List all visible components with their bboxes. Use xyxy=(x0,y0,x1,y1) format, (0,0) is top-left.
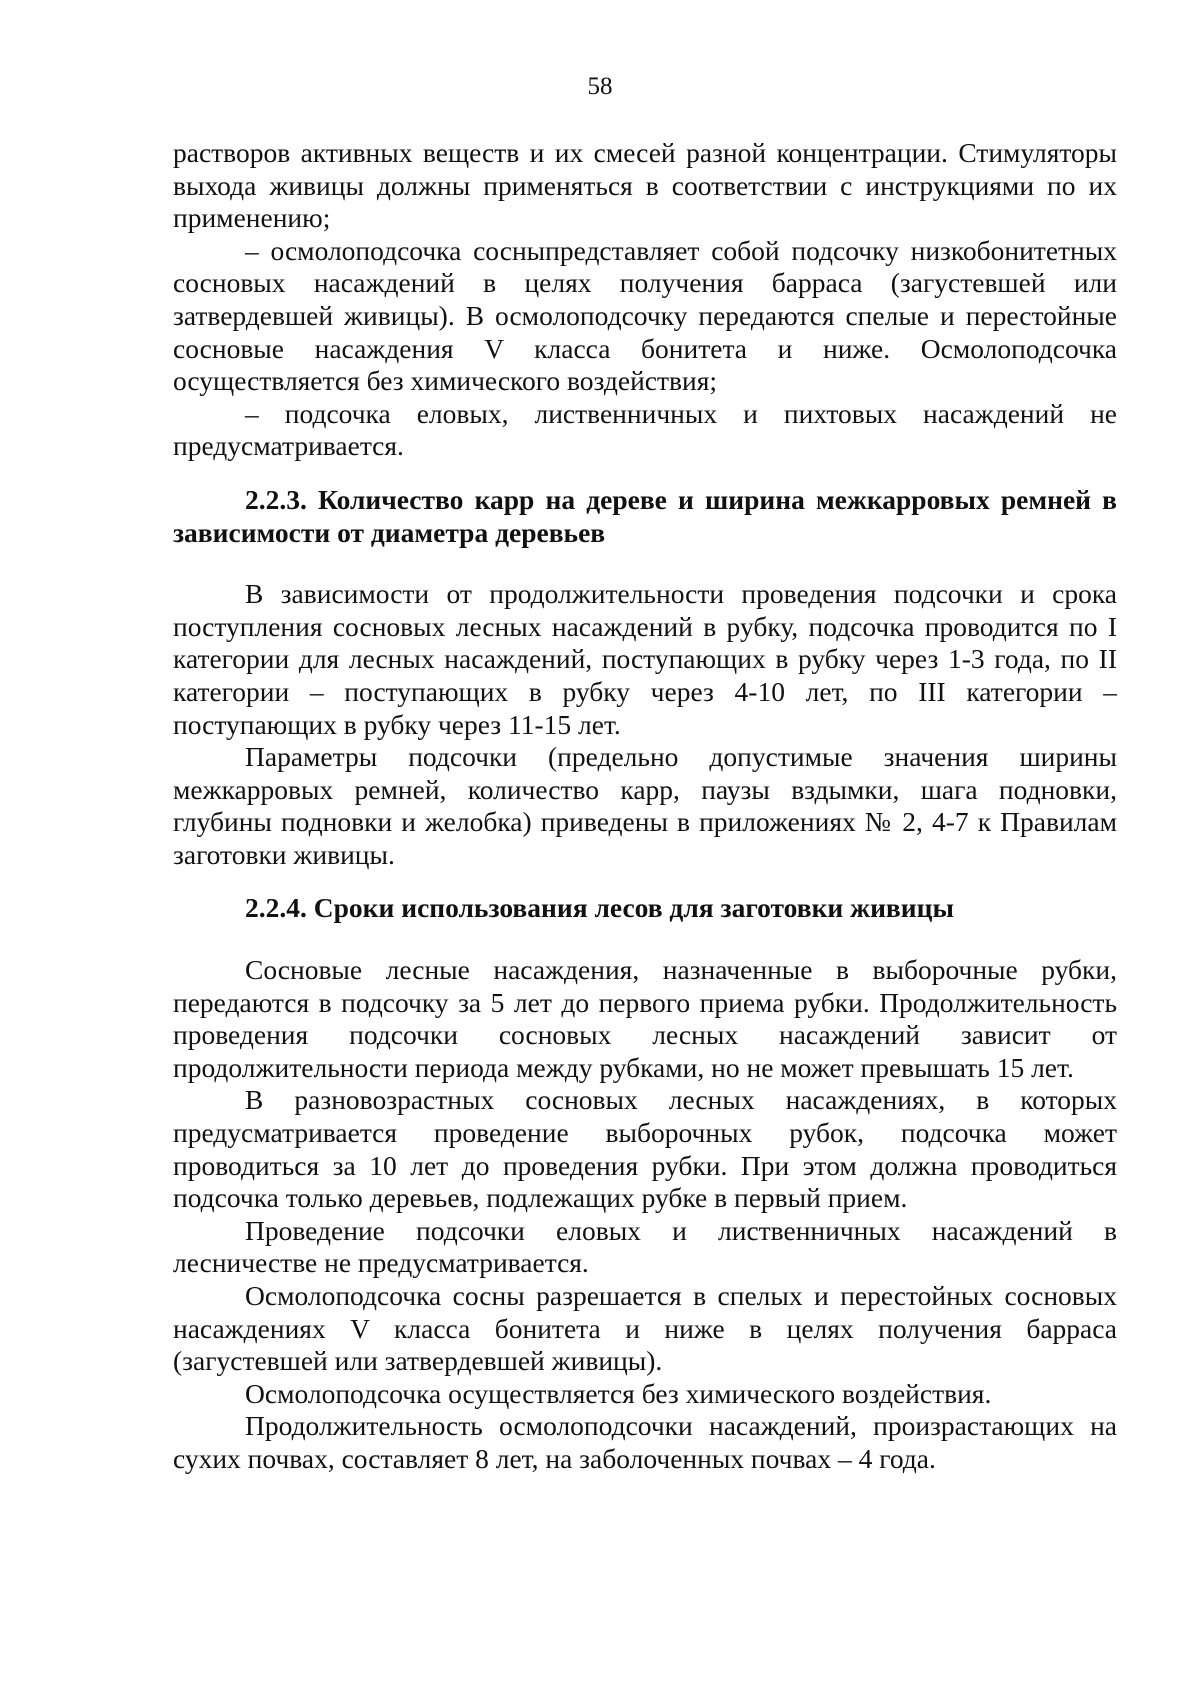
paragraph-not-provided: – подсочка еловых, лиственничных и пихтовых насаждений не предусматривается. xyxy=(173,397,1117,462)
section-2-2-4-paragraph-4: Осмолоподсочка сосны разрешается в спелых и перестойных сосновых насаждениях V класса бонитета и ниже в целях получения барраса (загустевшей или затвердевшей живицы). xyxy=(173,1280,1117,1377)
section-heading-2-2-3: 2.2.3. Количество карр на дереве и ширина межкарровых ремней в зависимости от диаметра деревьев xyxy=(173,483,1117,548)
section-2-2-3-paragraph-2: Параметры подсочки (предельно допустимые значения ширины межкарровых ремней, количество карр, паузы вздымки, шага подновки, глубины подновки и желобка) приведены в приложениях № 2, 4-7 к Правилам заготовки живицы. xyxy=(173,741,1117,870)
page-number: 58 xyxy=(587,73,613,100)
section-2-2-3-paragraph-1: В зависимости от продолжительности проведения подсочки и срока поступления сосновых лесных насаждений в рубку, подсочка проводится по I категории для лесных насаждений, поступающих в рубку через 1-3 года, по II категории – поступающих в рубку через 4-10 лет, по III категории – поступающих в рубку через 11-15 лет. xyxy=(173,578,1117,740)
section-2-2-4-paragraph-1: Сосновые лесные насаждения, назначенные в выборочные рубки, передаются в подсочку за 5 лет до первого приема рубки. Продолжительность проведения подсочки сосновых лесных насаждений зависит от продолжительности периода между рубками, но не может превышать 15 лет. xyxy=(173,954,1117,1083)
section-2-2-4-paragraph-3: Проведение подсочки еловых и лиственничных насаждений в лесничестве не предусматривается. xyxy=(173,1214,1117,1279)
section-2-2-4-paragraph-2: В разновозрастных сосновых лесных насаждениях, в которых предусматривается проведение выборочных рубок, подсочка может проводиться за 10 лет до проведения рубки. При этом должна проводиться подсочка только деревьев, подлежащих рубке в первый прием. xyxy=(173,1084,1117,1214)
paragraph-continuation: растворов активных веществ и их смесей разной концентрации. Стимуляторы выхода живицы должны применяться в соответствии с инструкциями по их применению; xyxy=(173,137,1117,234)
page-content xyxy=(173,137,1117,1476)
section-2-2-4-paragraph-6: Продолжительность осмолоподсочки насаждений, произрастающих на сухих почвах, составляет 8 лет, на заболоченных почвах – 4 года. xyxy=(173,1410,1117,1474)
paragraph-resin-tapping-definition: – осмолоподсочка сосныпредставляет собой подсочку низкобонитетных сосновых насаждений в целях получения барраса (загустевшей или затвердевшей живицы). В осмолоподсочку передаются спелые и перестойные сосновые насаждения V класса бонитета и ниже. Осмолоподсочка осуществляется без химического воздействия; xyxy=(173,234,1117,397)
section-2-2-4-paragraph-5: Осмолоподсочка осуществляется без химического воздействия. xyxy=(245,1377,992,1409)
section-heading-2-2-4: 2.2.4. Сроки использования лесов для заготовки живицы xyxy=(245,892,954,924)
